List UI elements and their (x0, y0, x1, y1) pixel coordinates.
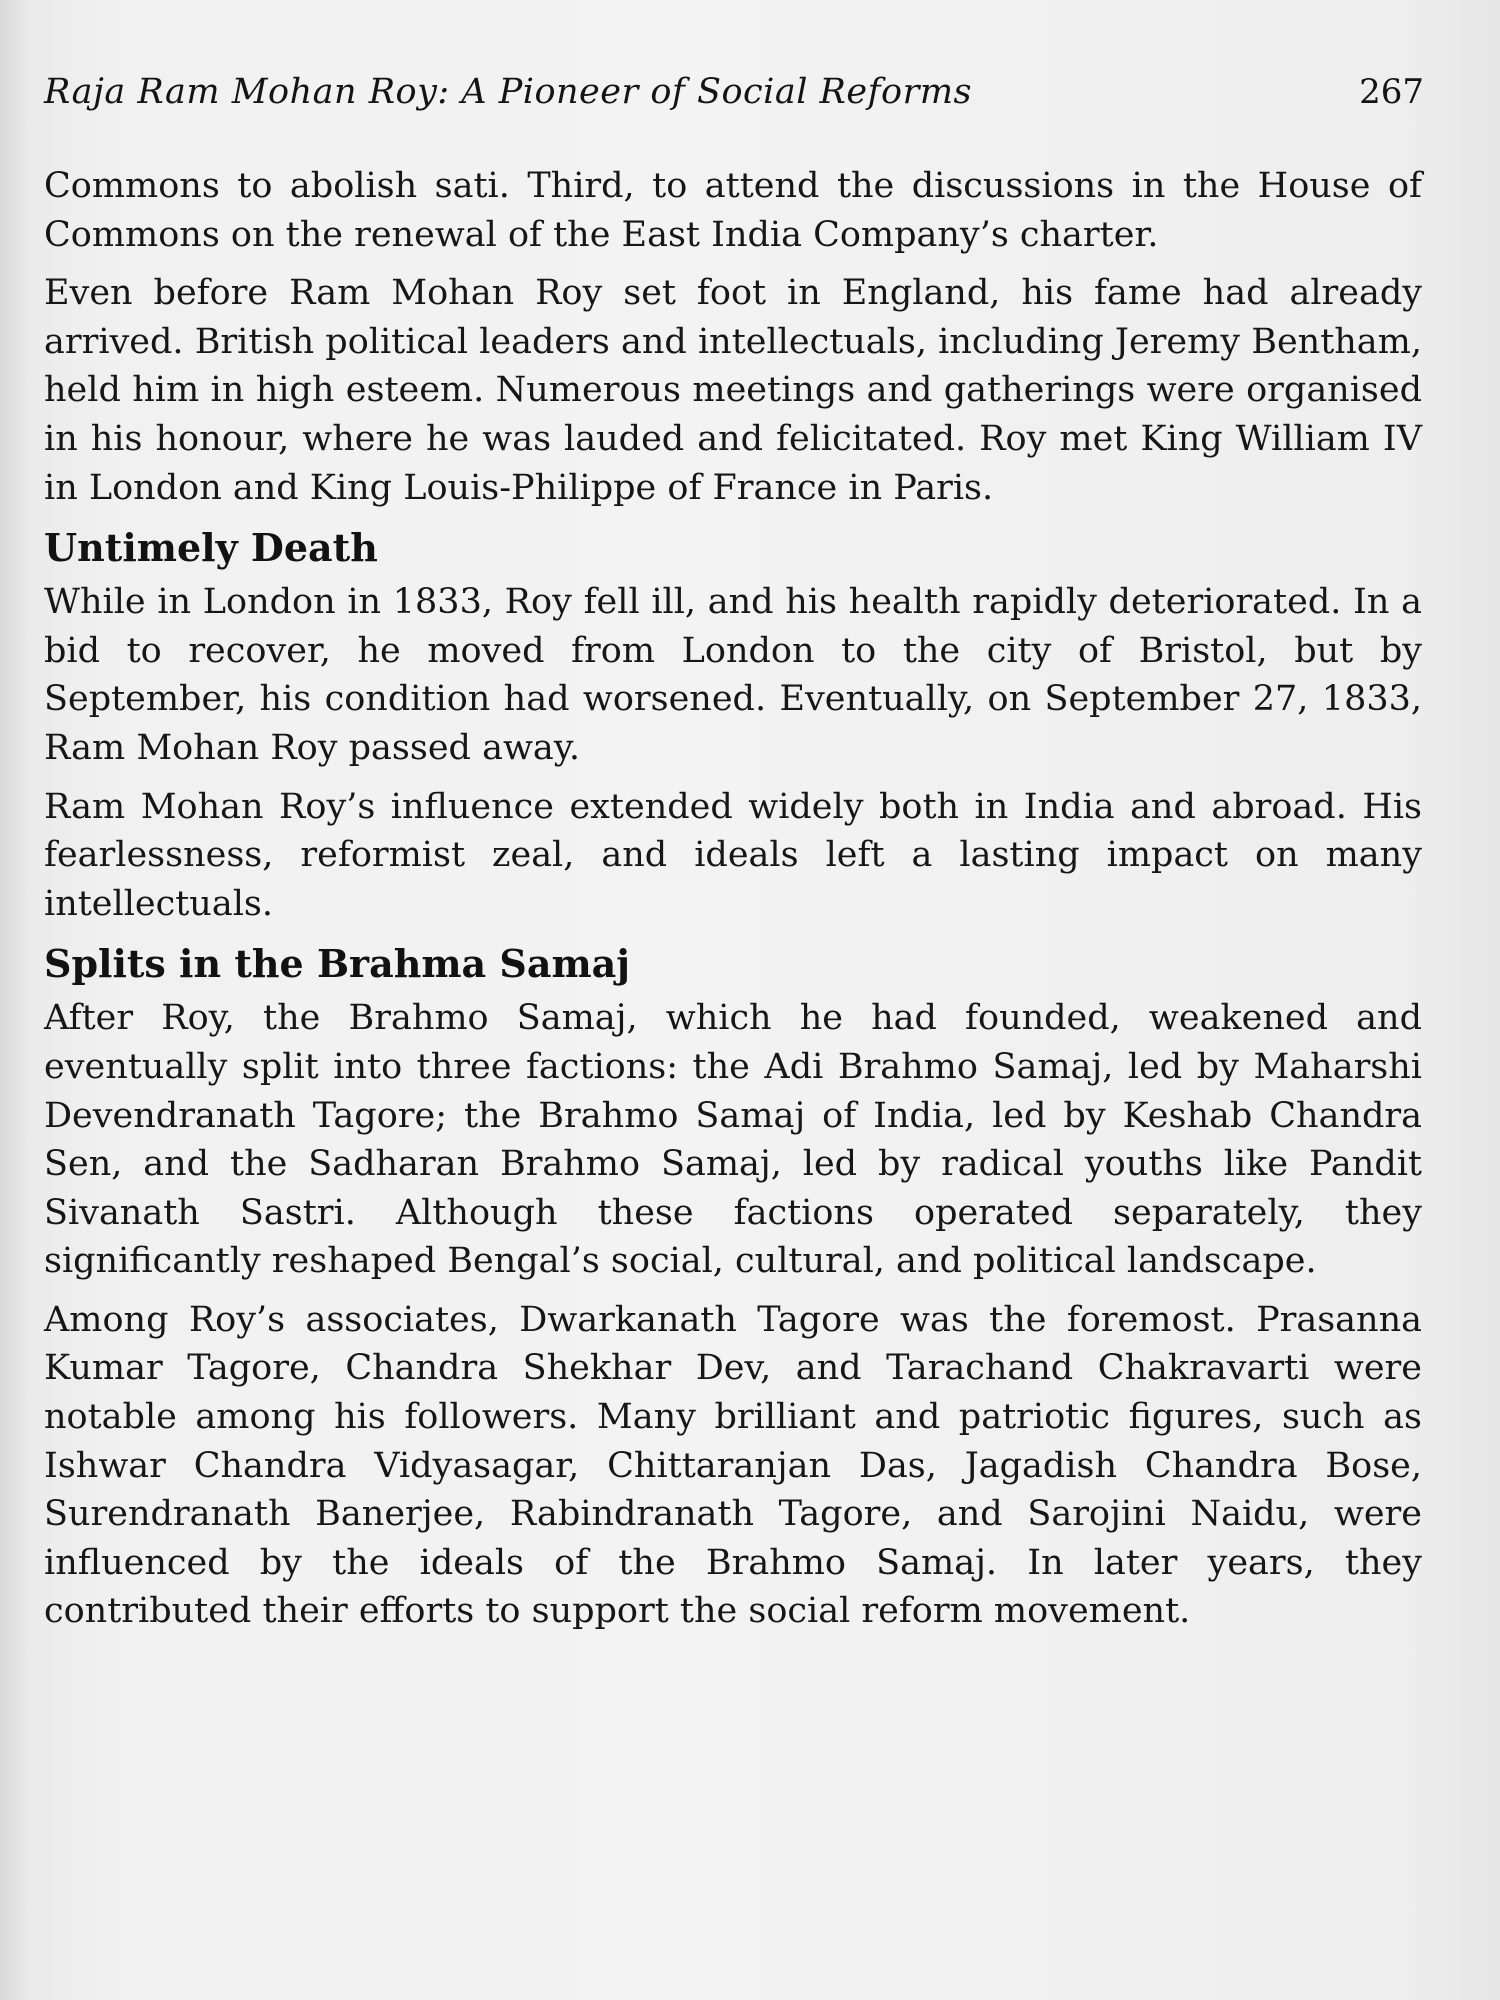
section-heading-untimely-death: Untimely Death (44, 525, 378, 571)
running-title: Raja Ram Mohan Roy: A Pioneer of Social Reforms (44, 72, 972, 112)
paragraph-5: After Roy, the Brahmo Samaj, which he had founded, weakened and eventually split into three factions: the Adi Brahmo Samaj, led by Maharshi Devendranath Tagore; the Brahmo Samaj of India, led by Keshab Chandra Sen, and the Sadharan Brahmo Samaj, led by radical youths like Pandit Sivanath Sastri. Although these factions operated separately, they significantly reshaped Bengal’s social, cultural, and political landscape. (44, 998, 1422, 1282)
paragraph-3: While in London in 1833, Roy fell ill, and his health rapidly deteriorated. In a bid to recover, he moved from London to the city of Bristol, but by September, his condition had worsened. Eventually, on September 27, 1833, Ram Mohan Roy passed away. (44, 582, 1422, 768)
page-body (44, 162, 1422, 1646)
paragraph-1: Commons to abolish sati. Third, to attend the discussions in the House of Commons on the renewal of the East India Company’s charter. (44, 166, 1422, 255)
running-header (44, 72, 1424, 122)
paragraph-6: Among Roy’s associates, Dwarkanath Tagore was the foremost. Prasanna Kumar Tagore, Chandra Shekhar Dev, and Tarachand Chakravarti were notable among his followers. Many brilliant and patriotic figures, such as Ishwar Chandra Vidyasagar, Chittaranjan Das, Jagadish Chandra Bose, Surendranath Banerjee, Rabindranath Tagore, and Sarojini Naidu, were influenced by the ideals of the Brahmo Samaj. In later years, they contributed their efforts to support the social reform movement. (44, 1299, 1422, 1632)
paragraph-4: Ram Mohan Roy’s influence extended widely both in India and abroad. His fearlessness, reformist zeal, and ideals left a lasting impact on many intellectuals. (44, 786, 1422, 924)
section-heading-splits: Splits in the Brahma Samaj (44, 941, 631, 987)
paragraph-2: Even before Ram Mohan Roy set foot in England, his fame had already arrived. British political leaders and intellectuals, including Jeremy Bentham, held him in high esteem. Numerous meetings and gatherings were organised in his honour, where he was lauded and felicitated. Roy met King William IV in London and King Louis-Philippe of France in Paris. (44, 273, 1422, 508)
page-number: 267 (1359, 72, 1424, 112)
